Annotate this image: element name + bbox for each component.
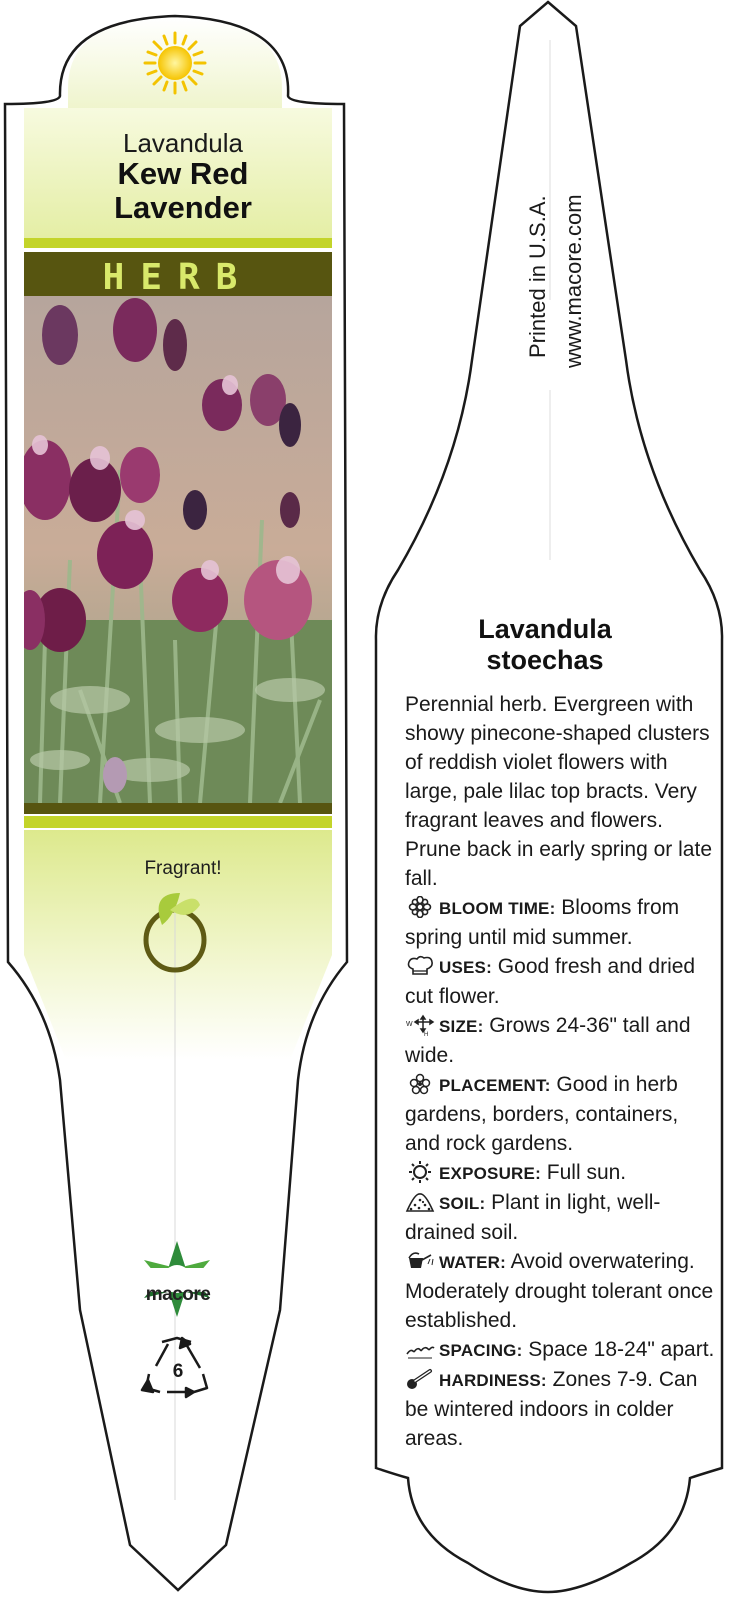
exposure-label: EXPOSURE: <box>439 1164 541 1183</box>
front-genus: Lavandula <box>123 128 243 158</box>
detail-placement <box>405 1070 715 1158</box>
botanical-name-line1: Lavandula <box>478 614 612 644</box>
sun-icon <box>145 33 205 93</box>
flower-icon <box>405 896 435 918</box>
size-label: SIZE: <box>439 1017 484 1036</box>
hardiness-label: HARDINESS: <box>439 1371 547 1390</box>
soil-icon <box>405 1191 435 1213</box>
placement-label: PLACEMENT: <box>439 1076 551 1095</box>
botanical-name <box>390 614 700 676</box>
detail-exposure <box>405 1158 715 1188</box>
water-text: Avoid overwatering. Moderately drought tolerant once established. <box>405 1250 714 1332</box>
placement-icon <box>405 1073 435 1095</box>
svg-text:W: W <box>406 1021 413 1028</box>
water-label: WATER: <box>439 1253 506 1272</box>
detail-size <box>405 1011 715 1070</box>
recycle-number: 6 <box>172 1361 184 1382</box>
front-tagline: Fragrant! <box>144 858 222 879</box>
spacing-label: SPACING: <box>439 1341 523 1360</box>
svg-text:H: H <box>424 1032 429 1036</box>
care-info <box>405 690 715 1453</box>
size-icon <box>405 1014 435 1036</box>
soil-label: SOIL: <box>439 1194 486 1213</box>
detail-spacing <box>405 1335 715 1365</box>
front-common-name <box>30 157 336 225</box>
size-text: Grows 24-36" tall and wide. <box>405 1014 691 1067</box>
brand-name: macore <box>145 1284 211 1305</box>
exposure-sun-icon <box>405 1161 435 1183</box>
exposure-text: Full sun. <box>540 1161 627 1184</box>
category-banner: HERB <box>102 257 254 298</box>
botanical-name-line2: stoechas <box>486 645 604 675</box>
website: www.macore.com <box>561 194 586 368</box>
bloom-time-label: BLOOM TIME: <box>439 899 556 918</box>
detail-uses <box>405 952 715 1011</box>
detail-hardiness <box>405 1365 715 1453</box>
soil-text: Plant in light, well-drained soil. <box>405 1191 661 1244</box>
detail-bloom-time <box>405 893 715 952</box>
lavender-photo <box>15 296 332 803</box>
detail-water <box>405 1247 715 1335</box>
uses-text: Good fresh and dried cut flower. <box>405 955 696 1008</box>
front-common-name-line1: Kew Red <box>117 156 249 191</box>
uses-label: USES: <box>439 958 492 977</box>
placement-text: Good in herb gardens, borders, containers, and rock gardens. <box>405 1073 679 1155</box>
front-tag <box>0 0 360 1597</box>
thermometer-icon <box>405 1368 435 1390</box>
chef-hat-icon <box>405 955 435 977</box>
bloom-time-text: Blooms from spring until mid summer. <box>405 896 680 949</box>
printing-info <box>525 120 595 370</box>
watering-can-icon <box>405 1250 435 1272</box>
detail-soil <box>405 1188 715 1247</box>
description: Perennial herb. Evergreen with showy pinecone-shaped clusters of reddish violet flowers with large, pale lilac top bracts. Very fragrant leaves and flowers. Prune back in early spring or late fall. <box>405 693 712 890</box>
spacing-icon <box>405 1338 435 1360</box>
spacing-text: Space 18-24" apart. <box>522 1338 715 1361</box>
hardiness-text: Zones 7-9. Can be wintered indoors in colder areas. <box>405 1368 698 1450</box>
printed-in-usa: Printed in U.S.A. <box>525 195 550 358</box>
front-common-name-line2: Lavender <box>114 190 252 225</box>
